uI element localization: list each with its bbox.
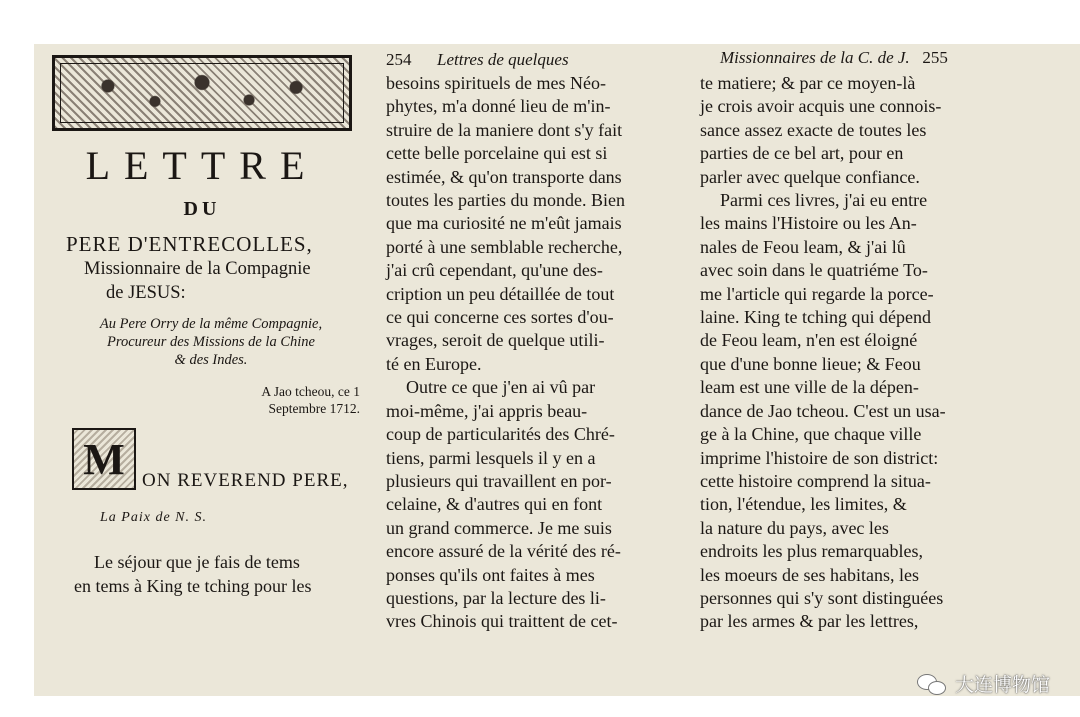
text-line: cription un peu détaillée de tout [386,283,615,304]
left-body-text [74,550,354,598]
text-line: plusieurs qui travaillent en por- [386,470,612,491]
text-line: dance de Jao tcheou. C'est un usa- [700,400,946,421]
page-number: 254 [386,50,412,69]
text-line: que d'une bonne lieue; & Feou [700,353,921,374]
text-line: estimée, & qu'on transporte dans [386,166,622,187]
text-line: avec soin dans le quatriéme To- [700,260,928,281]
text-line: Le séjour que je fais de tems [94,552,300,572]
text-line: je crois avoir acquis une connois- [700,96,942,117]
text-line: Parmi ces livres, j'ai eu entre [720,190,928,211]
text-line: la nature du pays, avec les [700,517,889,538]
missionnaire-line: Missionnaire de la Compagnie [84,259,311,279]
text-line: encore assuré de la vérité des ré- [386,541,621,562]
page-255-text [700,72,1000,634]
text-line: coup de particularités des Chré- [386,424,615,445]
text-line: cette histoire comprend la situa- [700,470,931,491]
text-line: toutes les parties du monde. Bien [386,190,625,211]
running-head-255 [720,48,948,68]
text-line: parties de ce bel art, pour en [700,143,904,164]
ornament-headpiece [52,55,352,131]
title-missionnaire [84,257,311,305]
address-block [66,315,356,369]
title-pere: PERE D'ENTRECOLLES, [66,232,313,256]
text-line: phytes, m'a donné lieu de m'in- [386,96,611,117]
address-line: Procureur des Missions de la Chine [107,334,315,350]
text-line: que ma curiosité ne m'eût jamais [386,213,622,234]
text-line: celaine, & d'autres qui en font [386,494,603,515]
date-line: A Jao tcheou, ce 1 [261,384,360,399]
text-line: questions, par la lecture des li- [386,587,606,608]
watermark [917,670,1050,697]
text-line: endroits les plus remarquables, [700,541,923,562]
text-line: ce qui concerne ces sortes d'ou- [386,307,614,328]
text-line: un grand commerce. Je me suis [386,517,612,538]
text-line: moi-même, j'ai appris beau- [386,400,588,421]
date-line: Septembre 1712. [268,401,360,416]
running-head-title: Missionnaires de la C. de J. [720,48,910,67]
address-line: & des Indes. [174,352,248,368]
text-line: laine. King te tching qui dépend [700,307,931,328]
text-line: les moeurs de ses habitans, les [700,564,919,585]
wechat-icon [917,672,947,696]
text-line: té en Europe. [386,353,482,374]
text-line: par les armes & par les lettres, [700,611,919,632]
text-line: de Feou leam, n'en est éloigné [700,330,918,351]
missionnaire-line: de JESUS: [106,283,186,303]
text-line: en tems à King te tching pour les [74,576,312,596]
text-line: porté à une semblable recherche, [386,236,623,257]
address-line: Au Pere Orry de la même Compagnie, [99,316,323,332]
text-line: cette belle porcelaine qui est si [386,143,608,164]
text-line: nales de Feou leam, & j'ai lû [700,236,906,257]
running-head-title: Lettres de quelques [437,50,569,69]
drop-cap: M [72,428,136,490]
date-block [210,383,360,417]
text-line: vres Chinois qui traittent de cet- [386,611,618,632]
title-du: DU [183,198,221,220]
paix-line: La Paix de N. S. [100,510,207,525]
running-head-254 [386,50,569,70]
title-lettre: LETTRE [85,143,319,188]
text-line: tion, l'étendue, les limites, & [700,494,907,515]
text-line: besoins spirituels de mes Néo- [386,73,606,93]
salutation: ON REVEREND PERE, [142,470,349,491]
text-line: leam est une ville de la dépen- [700,377,919,398]
text-line: personnes qui s'y sont distinguées [700,587,944,608]
text-line: te matiere; & par ce moyen-là [700,73,916,93]
text-line: struire de la maniere dont s'y fait [386,119,623,140]
text-line: parler avec quelque confiance. [700,166,920,187]
text-line: imprime l'histoire de son district: [700,447,939,468]
text-line: sance assez exacte de toutes les [700,119,927,140]
text-line: vrages, seroit de quelque utili- [386,330,605,351]
text-line: j'ai crû cependant, qu'une des- [386,260,603,281]
text-line: Outre ce que j'en ai vû par [406,377,596,398]
page-number: 255 [922,48,948,67]
page-254-text [386,72,686,634]
watermark-text: 大连博物馆 [954,674,1050,696]
text-line: les mains l'Histoire ou les An- [700,213,917,234]
text-line: ge à la Chine, que chaque ville [700,424,922,445]
text-line: me l'article qui regarde la porce- [700,283,934,304]
text-line: tiens, parmi lesquels il y en a [386,447,596,468]
text-line: ponses qu'ils ont faites à mes [386,564,595,585]
